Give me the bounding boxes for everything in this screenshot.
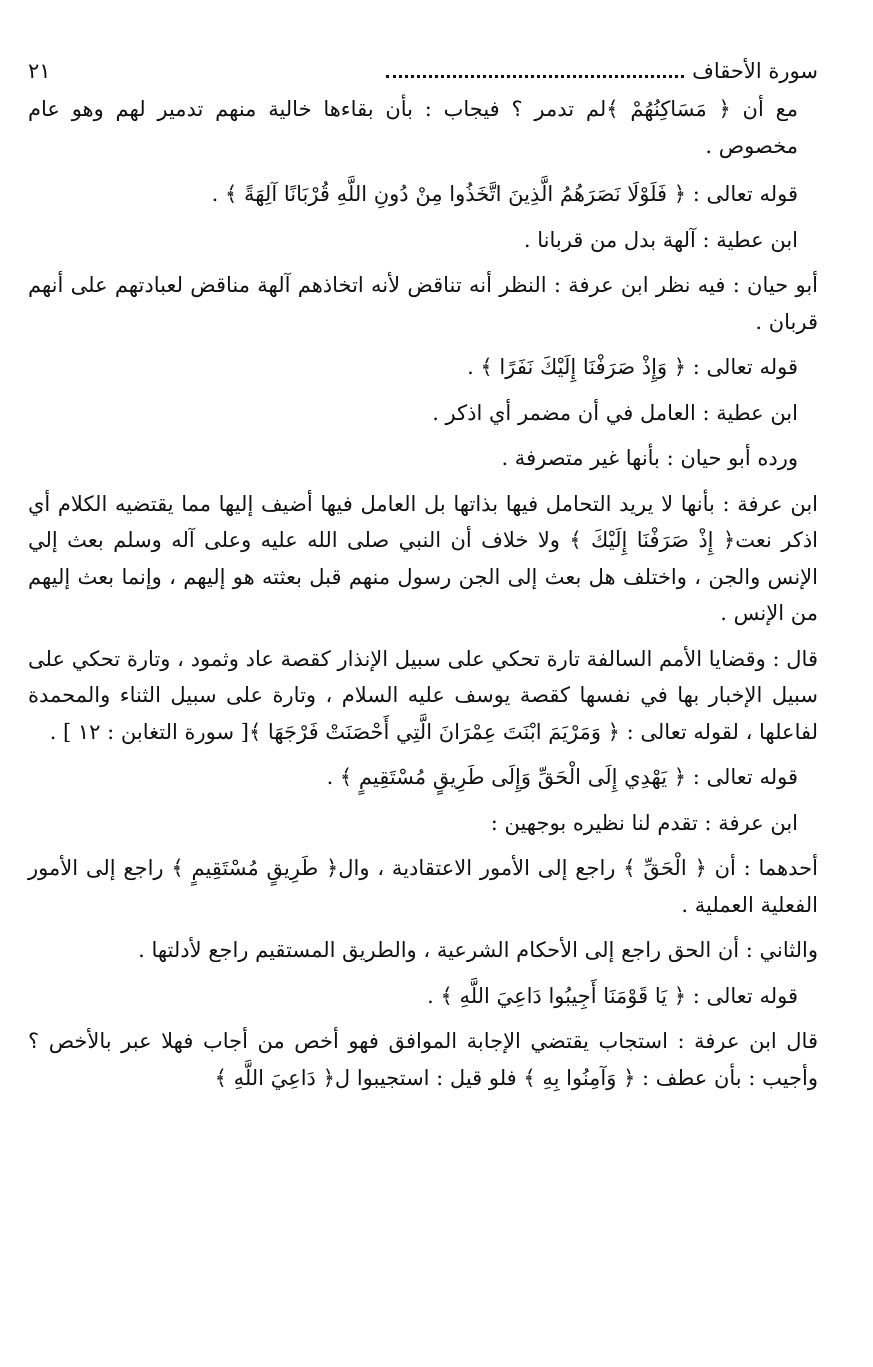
page-body (28, 91, 818, 1096)
paragraph: ورده أبو حيان : بأنها غير متصرفة . (501, 446, 798, 470)
paragraph: ابن عرفة : بأنها لا يريد التحامل فيها بذاتها بل العامل فيها أضيف إليها مما يقتضيه الكلام أي اذكر نعت﴿ إِذْ صَرَفْنَا إِلَيْكَ ﴾ ولا خلاف أن النبي صلى الله عليه وعلى آله وسلم بعث إلي الإنس والجن ، واختلف هل بعث إلى الجن رسول منهم قبل بعثته هو إليهم ، وإنما بعث إليهم من الإنس . (28, 491, 818, 625)
header-title-group (378, 56, 818, 86)
paragraph: ابن عطية : آلهة بدل من قربانا . (523, 227, 798, 252)
paragraph: قوله تعالى : ﴿ يَا قَوْمَنَا أَجِيبُوا دَاعِيَ اللَّهِ ﴾ . (427, 983, 798, 1008)
dotted-leader (386, 75, 684, 78)
paragraph: ابن عطية : العامل في أن مضمر أي اذكر . (432, 400, 798, 425)
paragraph: قوله تعالى : ﴿ فَلَوْلَا نَصَرَهُمُ الَّذِينَ اتَّخَذُوا مِنْ دُونِ اللَّهِ قُرْبَانًا آلِهَةً ﴾ . (211, 182, 798, 206)
paragraph: ابن عرفة : تقدم لنا نظيره بوجهين : (490, 810, 798, 835)
page-number: ٢١ (28, 59, 51, 83)
paragraph: قال : وقضايا الأمم السالفة تارة تحكي على سبيل الإنذار كقصة عاد وثمود ، وتارة تحكي على سبيل الإخبار بها في نفسها كقصة يوسف عليه السلام ، وتارة على سبيل الثناء والمحمدة لفاعلها ، لقوله تعالى : ﴿ وَمَرْيَمَ ابْنَتَ عِمْرَانَ الَّتِي أَحْصَنَتْ فَرْجَهَا ﴾[ سورة التغابن : ١٢ ] . (28, 646, 818, 744)
paragraph: أحدهما : أن ﴿ الْحَقِّ ﴾ راجع إلى الأمور الاعتقادية ، وال﴿ طَرِيقٍ مُسْتَقِيمٍ ﴾ راجع إلى الأمور الفعلية العملية . (28, 856, 818, 917)
paragraph: أبو حيان : فيه نظر ابن عرفة : النظر أنه تناقض لأنه اتخاذهم آلهة مناقض لعبادتهم على أنهم قربان . (28, 273, 818, 334)
paragraph: مع أن ﴿ مَسَاكِنُهُمْ ﴾لم تدمر ؟ فيجاب : بأن بقاءها خالية منهم تدمير لهم وهو عام مخصوص . (28, 97, 798, 158)
paragraph: قال ابن عرفة : استجاب يقتضي الإجابة الموافق فهو أخص من أجاب فهلا عبر بالأخص ؟ وأجيب : بأن عطف : ﴿ وَآمِنُوا بِهِ ﴾ فلو قيل : استجيبوا ل﴿ دَاعِيَ اللَّهِ ﴾ (28, 1029, 818, 1090)
paragraph: قوله تعالى : ﴿ يَهْدِي إِلَى الْحَقِّ وَإِلَى طَرِيقٍ مُسْتَقِيمٍ ﴾ . (326, 765, 798, 789)
book-page (28, 56, 818, 1105)
paragraph: قوله تعالى : ﴿ وَإِذْ صَرَفْنَا إِلَيْكَ نَفَرًا ﴾ . (467, 355, 798, 379)
running-header (28, 56, 818, 87)
paragraph: والثاني : أن الحق راجع إلى الأحكام الشرعية ، والطريق المستقيم راجع لأدلتها . (138, 938, 818, 962)
surah-title: سورة الأحقاف (692, 59, 818, 83)
